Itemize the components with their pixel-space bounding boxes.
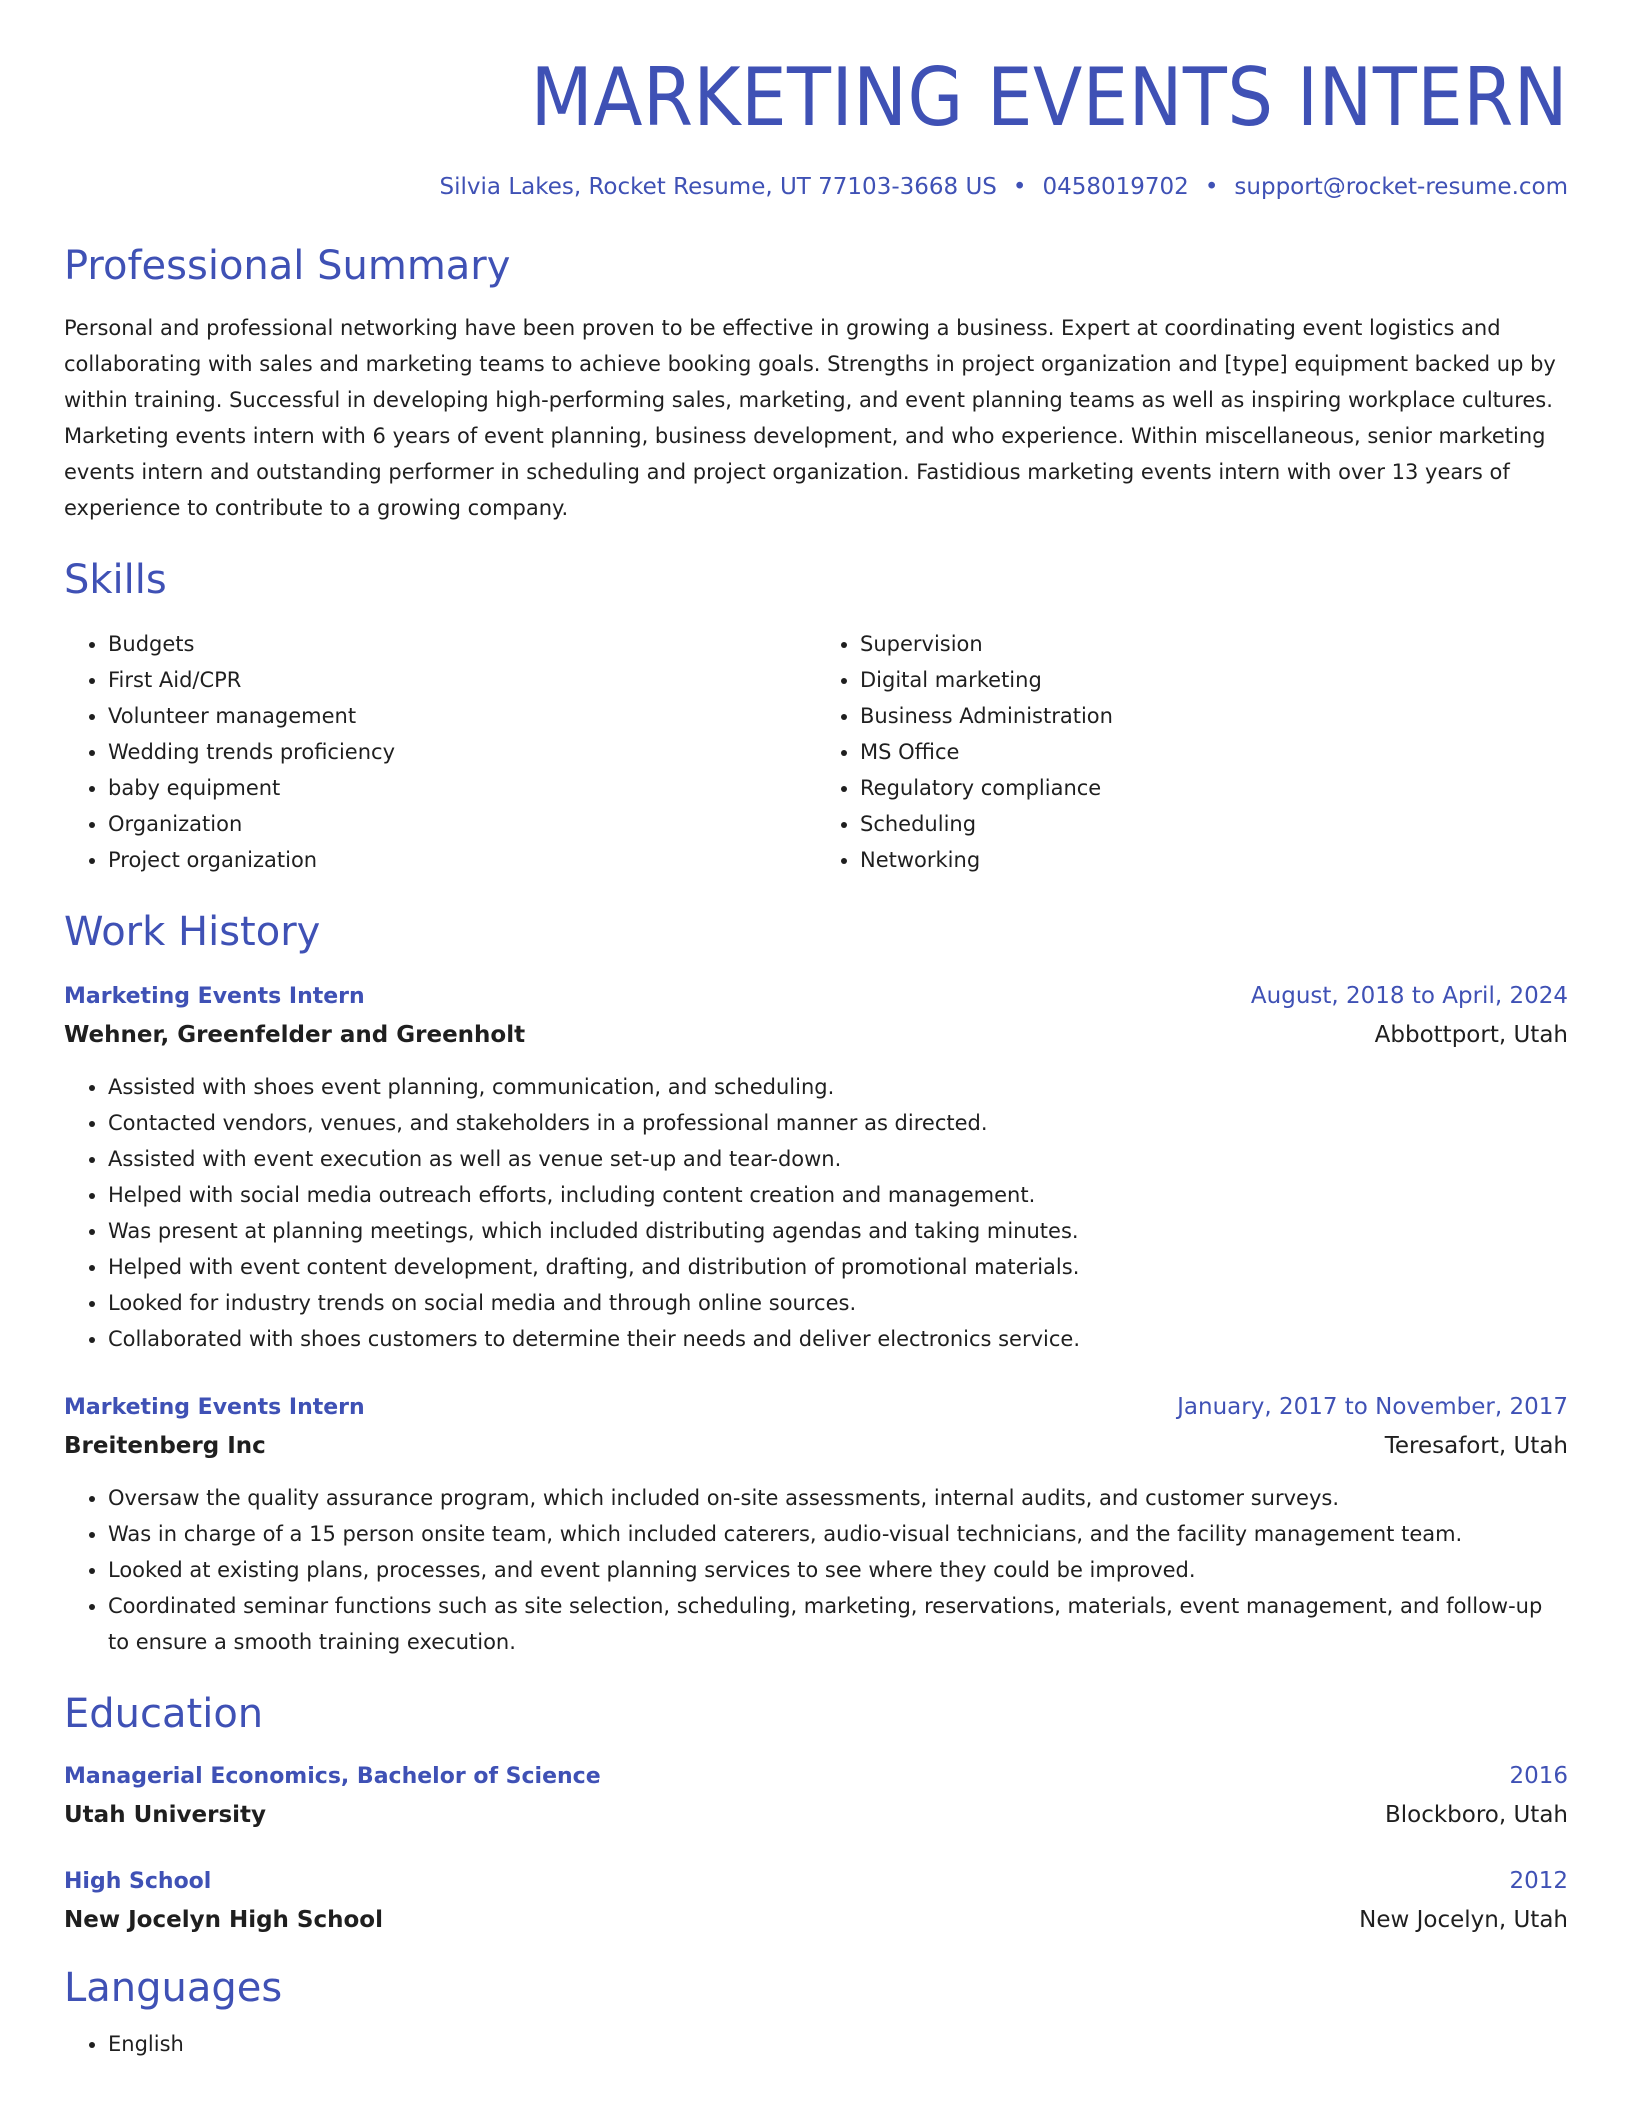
job-bullet: • Collaborated with shoes customers to determine their needs and deliver electronics service. — [108, 1321, 1568, 1357]
graduation-year: 2016 — [1509, 1762, 1568, 1789]
skills-columns — [64, 626, 1568, 878]
school-name: Utah University — [64, 1801, 267, 1828]
skill-item: • Supervision — [860, 626, 1568, 662]
summary-section — [64, 242, 1568, 526]
skill-item: • Project organization — [108, 842, 816, 878]
skill-item: • Organization — [108, 806, 816, 842]
school-row — [64, 1795, 1568, 1835]
school-row — [64, 1900, 1568, 1940]
job-bullet: • Was present at planning meetings, which included distributing agendas and taking minutes. — [108, 1213, 1568, 1249]
education-entry — [64, 1863, 1568, 1940]
job-entry — [64, 1389, 1568, 1660]
section-heading-summary: Professional Summary — [64, 242, 511, 289]
skill-item: • Business Administration — [860, 698, 1568, 734]
work-history-section — [64, 908, 1568, 1660]
skill-item: • Volunteer management — [108, 698, 816, 734]
skill-item: • Networking — [860, 842, 1568, 878]
job-bullet: • Coordinated seminar functions such as site selection, scheduling, marketing, reservations, materials, event management, and follow-up to ensure a smooth training execution. — [108, 1588, 1568, 1660]
job-title: Marketing Events Intern — [64, 1394, 365, 1420]
job-bullet: • Helped with social media outreach efforts, including content creation and management. — [108, 1177, 1568, 1213]
skill-item: • Regulatory compliance — [860, 770, 1568, 806]
job-company-row — [64, 1426, 1568, 1466]
section-heading-skills: Skills — [64, 556, 167, 603]
job-bullet: • Oversaw the quality assurance program, which included on-site assessments, internal audits, and customer surveys. — [108, 1480, 1568, 1516]
degree-row — [64, 1863, 1568, 1900]
section-heading-languages: Languages — [64, 1964, 283, 2011]
job-bullet: • Was in charge of a 15 person onsite team, which included caterers, audio-visual technicians, and the facility management team. — [108, 1516, 1568, 1552]
school-location: New Jocelyn, Utah — [1359, 1906, 1568, 1933]
degree-title: High School — [64, 1868, 212, 1894]
skill-item: • Budgets — [108, 626, 816, 662]
skills-list-left — [64, 626, 816, 878]
graduation-year: 2012 — [1509, 1867, 1568, 1894]
degree-title: Managerial Economics, Bachelor of Science — [64, 1763, 601, 1789]
job-bullet: • Helped with event content development, drafting, and distribution of promotional materials. — [108, 1249, 1568, 1285]
email-link[interactable]: support@rocket-resume.com — [1234, 174, 1568, 200]
job-bullets — [64, 1069, 1568, 1357]
job-title: Marketing Events Intern — [64, 983, 365, 1009]
job-bullet: • Assisted with event execution as well as venue set-up and tear-down. — [108, 1141, 1568, 1177]
degree-row — [64, 1758, 1568, 1795]
company-name: Wehner, Greenfelder and Greenholt — [64, 1021, 526, 1048]
separator-dot: • — [1204, 174, 1219, 200]
skill-item: • Wedding trends proficiency — [108, 734, 816, 770]
company-name: Breitenberg Inc — [64, 1432, 266, 1459]
section-heading-work: Work History — [64, 908, 321, 955]
skills-list-right — [816, 626, 1568, 878]
contact-line — [64, 174, 1568, 202]
skill-item: • First Aid/CPR — [108, 662, 816, 698]
job-bullet: • Contacted vendors, venues, and stakeholders in a professional manner as directed. — [108, 1105, 1568, 1141]
job-dates: August, 2018 to April, 2024 — [1250, 982, 1568, 1009]
job-dates: January, 2017 to November, 2017 — [1177, 1393, 1568, 1420]
school-location: Blockboro, Utah — [1384, 1801, 1568, 1828]
skills-section — [64, 556, 1568, 878]
job-location: Abbottport, Utah — [1374, 1021, 1568, 1048]
address-text: Silvia Lakes, Rocket Resume, UT 77103-3668 US — [439, 174, 997, 200]
job-title-row — [64, 1389, 1568, 1426]
job-entry — [64, 978, 1568, 1357]
summary-text: Personal and professional networking have been proven to be effective in growing a business. Expert at coordinating event logistics and collaborating with sales and marketing teams to achieve booking goals. Strengths in project organization and [type] equipment backed up by within training. Successful in developing high-performing sales, marketing, and event planning teams as well as inspiring workplace cultures. Marketing events intern with 6 years of event planning, business development, and who experience. Within miscellaneous, senior marketing events intern and outstanding performer in scheduling and project organization. Fastidious marketing events intern with over 13 years of experience to contribute to a growing company. — [64, 315, 1556, 520]
job-bullets — [64, 1480, 1568, 1660]
phone-text: 0458019702 — [1042, 174, 1189, 200]
education-entry — [64, 1758, 1568, 1835]
education-section — [64, 1690, 1568, 1940]
skill-item: • Scheduling — [860, 806, 1568, 842]
skill-item: • baby equipment — [108, 770, 816, 806]
languages-list — [64, 2026, 1568, 2062]
skill-item: • MS Office — [860, 734, 1568, 770]
job-bullet: • Assisted with shoes event planning, communication, and scheduling. — [108, 1069, 1568, 1105]
school-name: New Jocelyn High School — [64, 1906, 383, 1933]
language-item: • English — [108, 2026, 1568, 2062]
languages-section — [64, 1964, 1568, 2062]
job-title-row — [64, 978, 1568, 1015]
separator-dot: • — [1012, 174, 1027, 200]
section-heading-education: Education — [64, 1690, 264, 1737]
resume-header — [64, 52, 1568, 202]
skill-item: • Digital marketing — [860, 662, 1568, 698]
job-bullet: • Looked at existing plans, processes, and event planning services to see where they could be improved. — [108, 1552, 1568, 1588]
job-location: Teresafort, Utah — [1384, 1432, 1568, 1459]
job-company-row — [64, 1015, 1568, 1055]
job-bullet: • Looked for industry trends on social media and through online sources. — [108, 1285, 1568, 1321]
page-title: MARKETING EVENTS INTERN — [530, 51, 1568, 144]
